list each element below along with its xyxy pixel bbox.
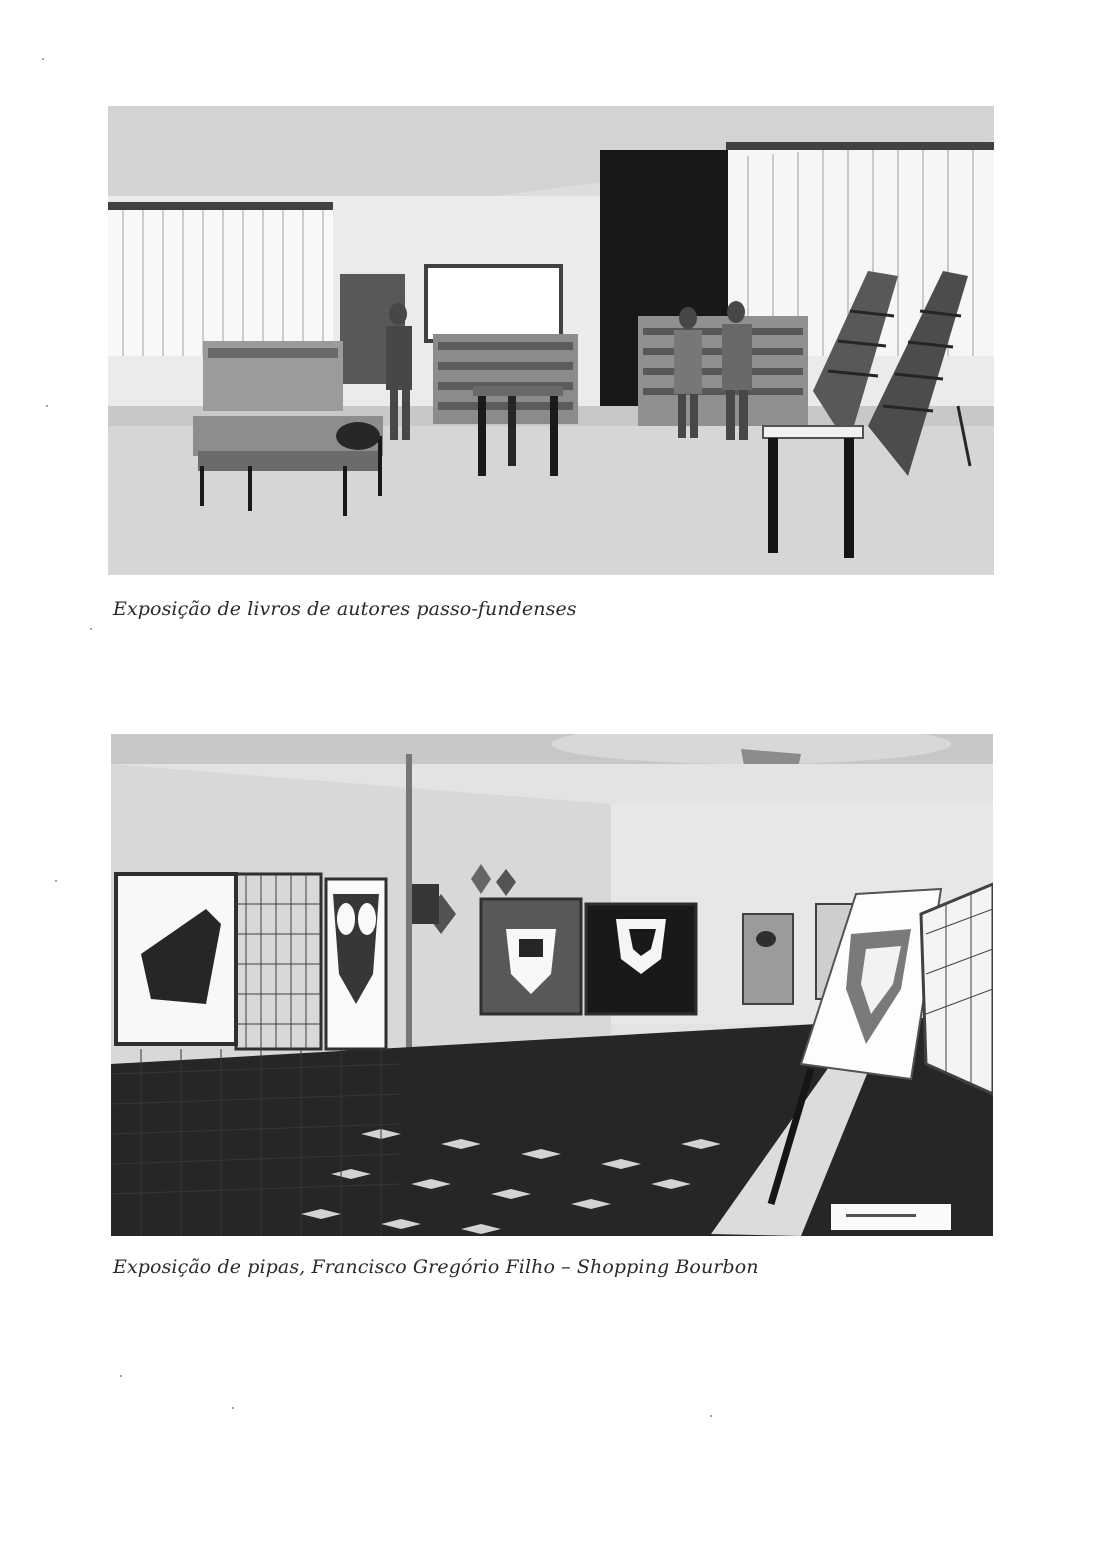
scan-speck (42, 58, 44, 60)
scan-speck (55, 880, 57, 882)
scan-speck (232, 1407, 234, 1409)
photo-kite-exhibition (111, 734, 993, 1236)
scan-speck (46, 405, 48, 407)
scan-speck (90, 628, 92, 630)
caption-kite-exhibition: Exposição de pipas, Francisco Gregório Filho – Shopping Bourbon (113, 1256, 759, 1278)
photo-book-exhibition (108, 106, 994, 575)
caption-book-exhibition: Exposição de livros de autores passo-fundenses (113, 598, 577, 620)
kite-exhibition-illustration (111, 734, 993, 1236)
scan-speck (120, 1375, 122, 1377)
book-exhibition-illustration (108, 106, 994, 575)
scan-speck (710, 1415, 712, 1417)
